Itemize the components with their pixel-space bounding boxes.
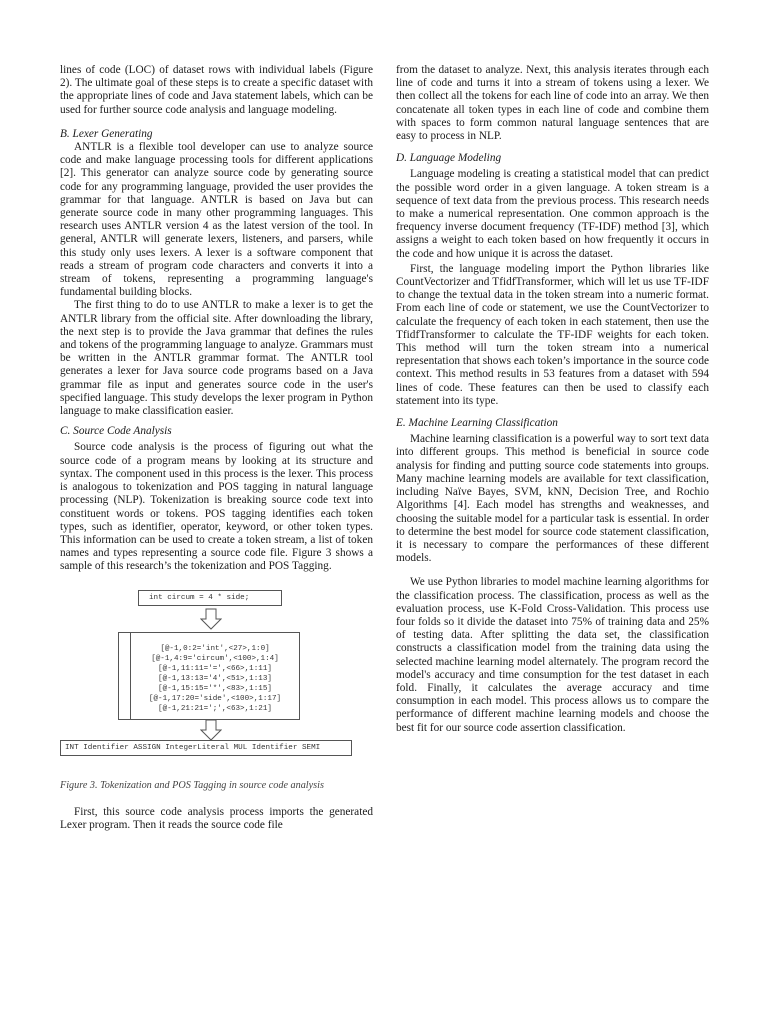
section-heading-d: D. Language Modeling: [396, 152, 502, 165]
paragraph: The first thing to do to use ANTLR to make a lexer is to get the ANTLR library from the official site. After downloading the library, the next step is to provide the Java grammar that defines the rules and tokens of the programming language to analyze. Grammars must be written in the ANTLR grammar format. The ANTLR tool generates a lexer for Java source code programs based on a Java grammar file as input and generates source code in the user's specified language. This study develops the lexer program in Python language to make classification easier.: [60, 299, 373, 418]
paragraph: ANTLR is a flexible tool developer can use to analyze source code and make language processing tools for different applications [2]. This generator can analyze source code by generating source code for any programming language, provided the user provides the grammar for that language. ANTLR is based on Java but can generate source code in many other programming languages. This research uses ANTLR version 4 as the latest version of the tool. In general, ANTLR will generate lexers, listeners, and parsers, while this study only uses lexers. A lexer is a software component that reads a stream of program code characters and converts it into a stream of tokens, representing a programming language's fundamental building blocks.: [60, 141, 373, 299]
token-line: [@-1,21:21=';',<63>,1:21]: [158, 704, 272, 713]
token-line: [@-1,13:13='4',<51>,1:13]: [158, 674, 272, 683]
section-heading-c: C. Source Code Analysis: [60, 425, 172, 438]
section-heading-e: E. Machine Learning Classification: [396, 417, 558, 430]
paragraph: We use Python libraries to model machine learning algorithms for the classification process. The classification, process as well as the evaluation process, use K-Fold Cross-Validation. This process use four folds so it divide the dataset into 75% of training data and 25% of testing data. After splitting the data set, the classification constructs a classification model from the training data using the selected machine learning model alternately. The program record the model's accuracy and time consumption for the test dataset in each fold. Finally, it calculates the average accuracy and time consumption in each model. This process allows us to compare the performance of different machine learning models and choose the best fit for our source code assertion classification.: [396, 576, 709, 734]
down-arrow-icon: [200, 719, 222, 741]
token-line: [@-1,4:9='circum',<100>,1:4]: [151, 654, 279, 663]
figure-caption: Figure 3. Tokenization and POS Tagging in source code analysis: [60, 779, 324, 791]
paragraph: Source code analysis is the process of figuring out what the source code of a program means by looking at its structure and syntax. The component used in this process is the lexer. This process is analogous to tokenization and POS tagging in natural language processing (NLP). Tokenization is breaking source code text into constituent words or tokens. POS tagging identifies each token types, such as identifier, operator, keyword, or other token types. This information can be used to create a token stream, a list of token names and types representing a source code file. Figure 3 shows a sample of this research’s the tokenization and POS Tagging.: [60, 441, 373, 573]
paragraph: Machine learning classification is a powerful way to sort text data into different groups. This method is beneficial in source code analysis for finding and putting source code statements into groups. Many machine learning models are available for text classification, including Naïve Bayes, SVM, kNN, Decision Tree, and Rochio Algorithms [4]. Each model has strengths and weaknesses, and choosing the suitable model for a particular task is essential. In order to determine the best model for source code statement classification, it is necessary to compare the performances of these different models.: [396, 433, 709, 565]
token-line: [@-1,11:11='=',<66>,1:11]: [158, 664, 272, 673]
paragraph: Language modeling is creating a statistical model that can predict the possible word order in a given language. A token stream is a sequence of text data from the previous process. This research needs to make a numerical representation. One common approach is the frequency inverse document frequency (TF-IDF) method [3], which assigns a weight to each token based on how frequently it occurs in the code and how unique it is across the dataset.: [396, 168, 709, 260]
paragraph: First, the language modeling import the Python libraries like CountVectorizer and TfidfTransformer, which will let us use TF-IDF to change the textual data in the token stream into a numeric format. From each line of code or statement, we use the CountVectorizer to calculate the frequency of each token in each statement, then use the TfidfTransformer to calculate the TF-IDF weights for each token. This method will turn the token stream into a numerical representation that shows each token’s importance in the source code context. This method results in 53 features from a dataset with 594 lines of code. These features can then be used to classify each statement into its type.: [396, 262, 709, 407]
token-stream-box: [118, 632, 300, 720]
pos-tags-box: INT Identifier ASSIGN IntegerLiteral MUL Identifier SEMI: [60, 740, 352, 756]
paragraph: First, this source code analysis process imports the generated Lexer program. Then it reads the source code file: [60, 805, 373, 831]
figure-3: [60, 590, 373, 765]
right-column: [396, 64, 709, 735]
left-column: [60, 64, 373, 832]
token-line: [@-1,17:20='side',<100>,1:17]: [148, 694, 282, 703]
token-line: [@-1,15:15='*',<83>,1:15]: [158, 684, 272, 693]
token-line: [@-1,0:2='int',<27>,1:0]: [160, 644, 270, 653]
down-arrow-icon: [200, 608, 222, 630]
paragraph: lines of code (LOC) of dataset rows with individual labels (Figure 2). The ultimate goal of these steps is to create a specific dataset with the appropriate lines of code and Java statement labels, which can be used for further source code analysis and language modeling.: [60, 64, 373, 116]
source-code-box: int circum = 4 * side;: [138, 590, 282, 606]
section-heading-b: B. Lexer Generating: [60, 127, 153, 140]
paragraph: from the dataset to analyze. Next, this analysis iterates through each line of code and turns it into a stream of tokens using a lexer. We then collect all the tokens for each line of code into an array. We then concatenate all token types in each line of code and combine them with spaces to form common natural language sentences that are easy to process in NLP.: [396, 64, 709, 143]
